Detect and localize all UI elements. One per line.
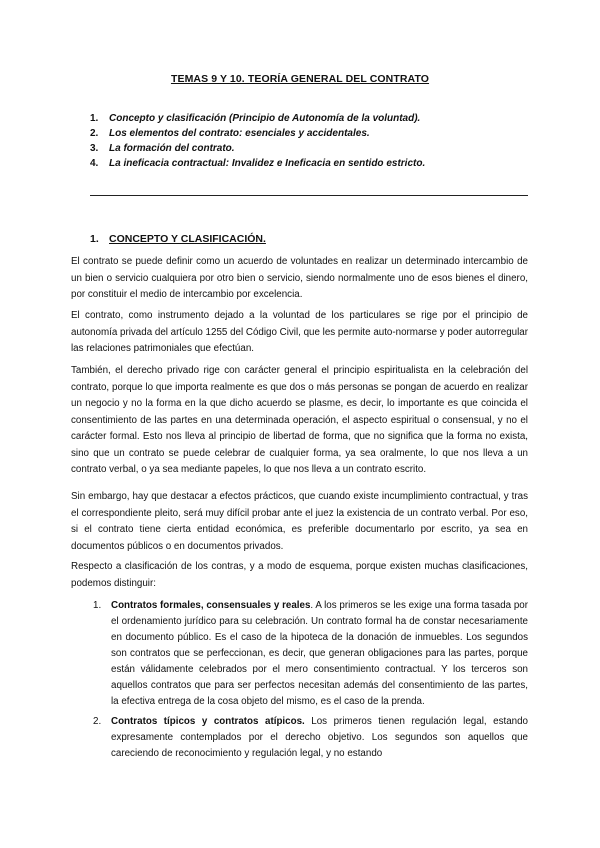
list-item-heading: Contratos formales, consensuales y reales bbox=[111, 600, 311, 611]
toc-text: Concepto y clasificación (Principio de Autonomía de la voluntad). bbox=[109, 113, 421, 124]
list-item-heading: Contratos típicos y contratos atípicos. bbox=[111, 716, 305, 727]
toc-item bbox=[90, 141, 530, 156]
toc-item bbox=[90, 126, 530, 141]
paragraph-classification-intro: Respecto a clasificación de los contras, y a modo de esquema, porque existen muchas clasificaciones, podemos distinguir: bbox=[71, 561, 528, 589]
list-item-text: . A los primeros se les exige una forma tasada por el ordenamiento jurídico para su celebración. Un contrato formal ha de constar necesariamente en documento público. Es el caso de la hipoteca de la donación de inmuebles. Los segundos son contratos que se perfeccionan, es decir, que generan obligaciones para las partes, porque están válidamente celebrados por el mero consentimiento contractual. Y los terceros son aquellos contratos que para ser perfectos necesitan además del consentimiento de las partes, la efectiva entrega de la cosa objeto del mismo, es el caso de la prenda. bbox=[111, 600, 529, 707]
section-number: 1. bbox=[90, 233, 99, 245]
list-number: 2. bbox=[93, 716, 102, 727]
paragraph-verbal-proof: Sin embargo, hay que destacar a efectos prácticos, que cuando existe incumplimiento contractual, y tras el correspondiente pleito, será muy difícil probar ante el juez la existencia de un contrato verbal. Por eso, si el contrato tiene cierta entidad económica, es preferible documentarlo por escrito, ya sea en documentos públicos o en documentos privados. bbox=[71, 491, 528, 552]
toc-number: 2. bbox=[90, 128, 99, 139]
classification-list bbox=[71, 598, 528, 766]
toc-item bbox=[90, 156, 530, 171]
paragraph-definition: El contrato se puede definir como un acuerdo de voluntades en realizar un determinado intercambio de un bien o servicio cualquiera por otro bien o servicio, siendo normalmente uno de esos bienes el dinero, por constituir el medio de intercambio por excelencia. bbox=[71, 256, 528, 300]
list-number: 1. bbox=[93, 600, 102, 611]
section-heading bbox=[90, 233, 266, 245]
toc-number: 4. bbox=[90, 158, 99, 169]
paragraph-autonomy: El contrato, como instrumento dejado a la voluntad de los particulares se rige por el principio de autonomía privada del artículo 1255 del Código Civil, que les permite auto-normarse y poder autorregular las relaciones patrimoniales que efectúan. bbox=[71, 310, 528, 354]
toc-text: La ineficacia contractual: Invalidez e Ineficacia en sentido estricto. bbox=[109, 158, 426, 169]
list-item-text: Los primeros tienen regulación legal, estando expresamente contemplados por el derecho objetivo. Los segundos son aquellos que careciendo de reconocimiento y regulación legal, y no estando bbox=[111, 716, 528, 759]
document-title: TEMAS 9 Y 10. TEORÍA GENERAL DEL CONTRATO bbox=[170, 73, 430, 85]
paragraph-spiritualist: También, el derecho privado rige con carácter general el principio espiritualista en la celebración del contrato, porque lo que importa realmente es que dos o más personas se pongan de acuerdo en realizar un negocio y no la forma en la que dicho acuerdo se plasme, es decir, lo importante es que coincida el consentimiento de las partes en una determinada operación, el aspecto espiritual o consensual, y no el carácter formal. Esto nos lleva al principio de libertad de forma, que no significa que la forma no exista, sino que un contrato se puede celebrar de cualquier forma, ya sea oralmente, lo que nos lleva a un contrato verbal, o ya sea mediante papeles, lo que nos lleva a un contrato escrito. bbox=[71, 365, 528, 475]
list-item bbox=[71, 714, 528, 762]
list-item bbox=[71, 598, 528, 710]
toc-text: Los elementos del contrato: esenciales y accidentales. bbox=[109, 128, 370, 139]
toc-number: 1. bbox=[90, 113, 99, 124]
horizontal-divider bbox=[90, 195, 528, 196]
toc-number: 3. bbox=[90, 143, 99, 154]
toc-text: La formación del contrato. bbox=[109, 143, 235, 154]
table-of-contents bbox=[90, 111, 530, 171]
toc-item bbox=[90, 111, 530, 126]
section-title: CONCEPTO Y CLASIFICACIÓN. bbox=[109, 233, 266, 245]
